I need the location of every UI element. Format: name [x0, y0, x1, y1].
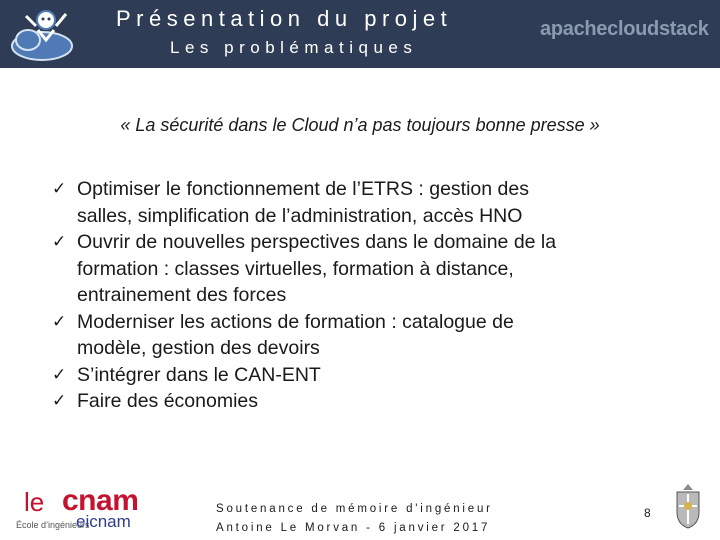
brand-part-cloudstack: cloudstack — [607, 18, 709, 40]
crest-icon — [673, 482, 703, 530]
bullet-list — [52, 176, 692, 415]
bullet-item — [52, 229, 692, 309]
cnam-logo-le: le — [24, 487, 45, 517]
bullet-line: Optimiser le fonctionnement de l’ETRS : gestion des — [77, 178, 529, 200]
bullet-line: Faire des économies — [77, 390, 259, 412]
cnam-logo-eicnam: eicnam — [76, 512, 131, 531]
apache-cloudstack-logo — [540, 18, 709, 41]
bullet-line: modèle, gestion des devoirs — [77, 337, 320, 359]
check-icon: ✓ — [52, 391, 67, 410]
check-icon: ✓ — [52, 232, 67, 251]
bullet-item — [52, 388, 692, 415]
footer-text — [216, 500, 493, 538]
cnam-logo-cnam: cnam — [62, 484, 139, 517]
bullet-line: S’intégrer dans le CAN-ENT — [77, 363, 321, 386]
cnam-logo-subtitle: École d’ingénieurs — [16, 520, 90, 530]
check-icon: ✓ — [52, 364, 67, 384]
cloud-mascot-logo — [6, 2, 82, 66]
bullet-line: Moderniser les actions de formation : catalogue de — [77, 310, 514, 333]
slide-title: Présentation du projet — [116, 6, 453, 31]
bullet-line: salles, simplification de l’administration, accès HNO — [77, 204, 523, 227]
page-number: 8 — [644, 506, 651, 520]
brand-part-apache: apache — [540, 18, 608, 40]
bullet-item — [52, 362, 692, 389]
check-icon: ✓ — [52, 179, 67, 198]
bullet-line: entrainement des forces — [77, 284, 287, 306]
bullet-item — [52, 176, 692, 229]
bullet-line: formation : classes virtuelles, formation à distance, — [77, 257, 514, 280]
footer-line-2: Antoine Le Morvan - 6 janvier 2017 — [216, 522, 491, 534]
footer-line-1: Soutenance de mémoire d'ingénieur — [216, 503, 493, 515]
bullet-line: Ouvrir de nouvelles perspectives dans le domaine de la — [77, 231, 557, 253]
bullet-item — [52, 309, 692, 362]
header-bar — [0, 0, 720, 68]
slide-subtitle: Les problématiques — [170, 38, 418, 57]
quote-text: « La sécurité dans le Cloud n’a pas toujours bonne presse » — [120, 115, 600, 135]
check-icon: ✓ — [52, 311, 67, 331]
